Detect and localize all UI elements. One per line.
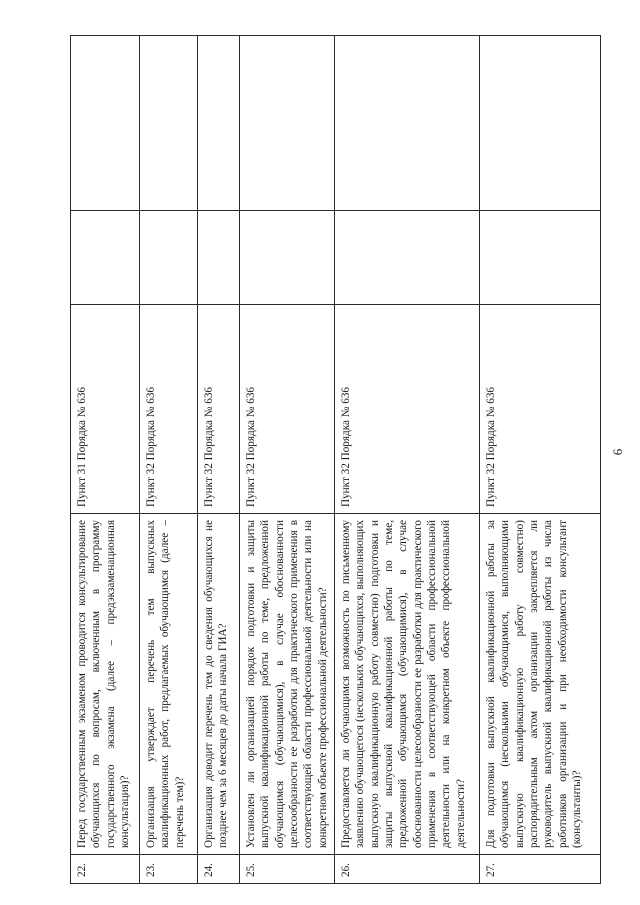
table-row [140, 36, 198, 884]
requirement-question: Предоставляется ли обучающимся возможность по письменному заявлению обучающегося (нескольких обучающихся, выполняющих выпускную квалификационную работу совместно) подготовки и защиты выпускной квалификационной работы по теме, предложенной обучающимся (обучающимися), в случае обоснованности целесообразности ее разработки для практического применения в соответствующей области профессиональной деятельности или на конкретном объекте профессиональной деятельности? [335, 514, 480, 855]
table-row [480, 36, 601, 884]
table-row [198, 36, 240, 884]
note-cell [240, 36, 335, 211]
requirement-question: Организация утверждает перечень тем выпускных квалификационных работ, предлагаемых обучающимся (далее – перечень тем)? [140, 514, 198, 855]
answer-cell [140, 211, 198, 305]
table-row [71, 36, 140, 884]
answer-cell [71, 211, 140, 305]
note-cell [335, 36, 480, 211]
requirement-question: Для подготовки выпускной квалификационной работы за обучающимся (несколькими обучающимися, выполняющими выпускную квалификационную работу совместно) распорядительным актом организации закрепляется ли руководитель выпускной квалификационной работы из числа работников организации и при необходимости консультант (консультанты)? [480, 514, 601, 855]
requirement-question: Организация доводит перечень тем до сведения обучающихся не позднее чем за 6 месяцев до даты начала ГИА? [198, 514, 240, 855]
row-number: 22. [71, 855, 140, 884]
legal-reference: Пункт 32 Порядка № 636 [198, 305, 240, 514]
note-cell [71, 36, 140, 211]
legal-reference: Пункт 32 Порядка № 636 [480, 305, 601, 514]
row-number: 23. [140, 855, 198, 884]
answer-cell [335, 211, 480, 305]
legal-reference: Пункт 32 Порядка № 636 [335, 305, 480, 514]
requirement-question: Перед государственным экзаменом проводится консультирование обучающихся по вопросам, включенным в программу государственного экзамена (далее – предэкзаменационная консультация)? [71, 514, 140, 855]
legal-reference: Пункт 31 Порядка № 636 [71, 305, 140, 514]
page-number: 6 [610, 448, 625, 456]
requirement-question: Установлен ли организацией порядок подготовки и защиты выпускной квалификационной работы по теме, предложенной обучающимся (обучающимися), в случае обоснованности целесообразности ее разработки для практического применения в соответствующей области профессиональной деятельности или на конкретном объекте профессиональной деятельности? [240, 514, 335, 855]
note-cell [480, 36, 601, 211]
legal-reference: Пункт 32 Порядка № 636 [240, 305, 335, 514]
note-cell [140, 36, 198, 211]
table-row [240, 36, 335, 884]
row-number: 27. [480, 855, 601, 884]
row-number: 26. [335, 855, 480, 884]
legal-reference: Пункт 32 Порядка № 636 [140, 305, 198, 514]
answer-cell [480, 211, 601, 305]
row-number: 25. [240, 855, 335, 884]
note-cell [198, 36, 240, 211]
row-number: 24. [198, 855, 240, 884]
rotated-table-container [70, 36, 600, 884]
answer-cell [240, 211, 335, 305]
table-row [335, 36, 480, 884]
answer-cell [198, 211, 240, 305]
checklist-table [70, 35, 601, 884]
